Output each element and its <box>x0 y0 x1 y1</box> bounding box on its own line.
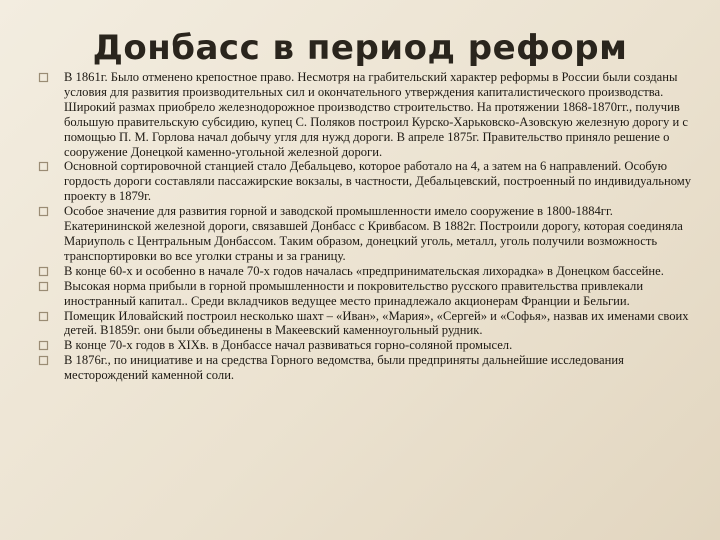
list-item-text: В 1861г. Было отменено крепостное право. Несмотря на грабительский характер реформы в России были созданы условия для развития производительных сил и окончательного утверждения капиталистического производства. Широкий размах приобрело железнодорожное производство строительство. На протяжении 1868-1870гг., получив большую правительскую субсидию, купец С. Поляков построил Курско-Харьковско-Азовскую железную дорогу и с помощью П. М. Горлова начал добычу угля для нужд дороги. В апреле 1875г. Правительство приняло решение о сооружение Донецкой каменно-угольной железной дороги. <box>64 70 688 159</box>
list-item <box>38 264 702 279</box>
list-item-text: Помещик Иловайский построил несколько шахт – «Иван», «Мария», «Сергей» и «Софья», назвав их именами своих детей. В1859г. они были объединены в Макеевский каменноугольный рудник. <box>64 308 689 338</box>
bullet-list <box>38 70 702 383</box>
list-item <box>38 159 702 204</box>
hollow-square-bullet-icon <box>38 206 49 217</box>
slide-title: Донбасс в период реформ <box>92 28 628 68</box>
list-item <box>38 279 702 309</box>
list-item <box>38 70 702 159</box>
list-item-text: Основной сортировочной станцией стало Дебальцево, которое работало на 4, а затем на 6 направлений. Особую гордость дороги составляли пассажирские вокзалы, в частности, Дебальцевский, построенный по индивидуальному проекту в 1879г. <box>64 159 692 204</box>
list-item <box>38 309 702 339</box>
hollow-square-bullet-icon <box>38 266 49 277</box>
list-item <box>38 204 702 264</box>
hollow-square-bullet-icon <box>38 281 49 292</box>
list-item-text: В 1876г., по инициативе и на средства Горного ведомства, были предприняты дальнейшие исследования месторождений каменной соли. <box>64 353 624 383</box>
list-item-text: Высокая норма прибыли в горной промышленности и покровительство русского правительства привлекали иностранный капитал.. Среди вкладчиков ведущее место принадлежало акционерам Франции и Бельгии. <box>64 278 644 308</box>
hollow-square-bullet-icon <box>38 340 49 351</box>
hollow-square-bullet-icon <box>38 311 49 322</box>
list-item-text: В конце 60-х и особенно в начале 70-х годов началась «предпринимательская лихорадка» в Донецком бассейне. <box>64 263 664 278</box>
hollow-square-bullet-icon <box>38 355 49 366</box>
hollow-square-bullet-icon <box>38 72 49 83</box>
list-item-text: Особое значение для развития горной и заводской промышленности имело сооружение в 1800-1884гг. Екатерининской железной дороги, связавшей Донбасс с Кривбасом. В 1882г. Построили дорогу, которая соединяла Мариуполь с Центральным Донбассом. Таким образом, донецкий уголь, металл, уголь получили возможность транспортировки во все уголки страны и за границу. <box>64 204 683 263</box>
list-item <box>38 338 702 353</box>
list-item <box>38 353 702 383</box>
hollow-square-bullet-icon <box>38 161 49 172</box>
list-item-text: В конце 70-х годов в XIXв. в Донбассе начал развиваться горно-соляной промысел. <box>64 338 513 353</box>
